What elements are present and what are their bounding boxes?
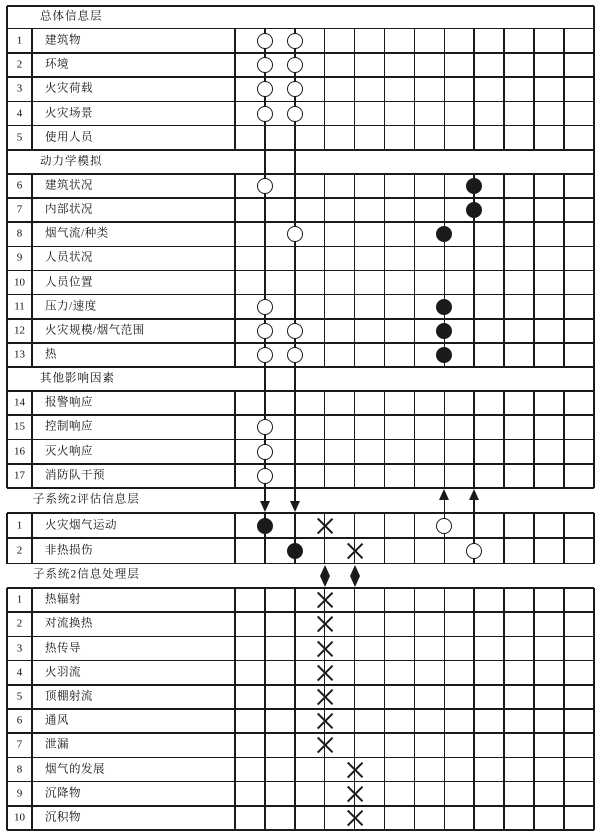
row-label: 人员状况 xyxy=(45,251,93,264)
down-arrow-icon xyxy=(320,576,330,587)
row-divider xyxy=(7,732,594,734)
filled-circle-symbol xyxy=(466,202,482,218)
row-divider xyxy=(7,660,594,662)
open-circle-symbol xyxy=(287,323,303,339)
row-number: 11 xyxy=(14,300,25,313)
row-number: 1 xyxy=(16,593,23,606)
open-circle-symbol xyxy=(436,518,452,534)
connector-line xyxy=(294,367,296,391)
down-arrow-icon xyxy=(260,501,270,512)
row-label: 控制响应 xyxy=(45,420,93,433)
open-circle-symbol xyxy=(287,347,303,363)
table-border-top xyxy=(7,512,594,514)
row-number: 9 xyxy=(16,251,23,264)
row-number: 9 xyxy=(16,787,23,800)
table-border-top xyxy=(7,5,594,7)
row-number: 6 xyxy=(16,179,23,192)
open-circle-symbol xyxy=(257,419,273,435)
row-number: 6 xyxy=(16,714,23,727)
grid-vline xyxy=(503,29,505,151)
row-number: 2 xyxy=(16,58,23,71)
row-number: 5 xyxy=(16,690,23,703)
x-mark-symbol xyxy=(316,640,333,657)
row-label: 火灾荷载 xyxy=(45,82,93,95)
row-number: 10 xyxy=(14,811,25,824)
filled-circle-symbol xyxy=(466,178,482,194)
row-number: 13 xyxy=(14,348,25,361)
filled-circle-symbol xyxy=(436,226,452,242)
connector-line xyxy=(264,150,266,174)
row-label: 人员位置 xyxy=(45,275,93,288)
filled-circle-symbol xyxy=(287,543,303,559)
down-arrow-icon xyxy=(290,501,300,512)
x-mark-symbol xyxy=(316,688,333,705)
open-circle-symbol xyxy=(287,57,303,73)
open-circle-symbol xyxy=(257,323,273,339)
open-circle-symbol xyxy=(287,81,303,97)
row-divider xyxy=(7,439,594,441)
row-divider xyxy=(7,318,594,320)
row-number: 8 xyxy=(16,763,23,775)
up-arrow-icon xyxy=(439,489,449,500)
section-divider xyxy=(7,149,594,151)
grid-vline xyxy=(384,29,386,151)
grid-vline xyxy=(473,29,475,151)
row-label: 建筑状况 xyxy=(45,179,93,192)
row-label: 使用人员 xyxy=(45,131,93,144)
table-border-top xyxy=(7,587,594,589)
row-label: 对流换热 xyxy=(45,617,93,630)
connector-line xyxy=(264,367,266,391)
section-header: 动力学模拟 xyxy=(40,155,103,168)
row-number: 1 xyxy=(16,519,23,532)
row-label: 内部状况 xyxy=(45,203,93,216)
row-divider xyxy=(7,636,594,638)
open-circle-symbol xyxy=(257,444,273,460)
row-divider xyxy=(7,463,594,465)
row-number: 14 xyxy=(14,396,25,409)
row-label: 烟气的发展 xyxy=(45,762,105,775)
row-number: 8 xyxy=(16,227,23,240)
row-divider xyxy=(7,708,594,710)
grid-vline xyxy=(414,29,416,151)
row-divider xyxy=(7,342,594,344)
filled-circle-symbol xyxy=(257,518,273,534)
x-mark-symbol xyxy=(316,664,333,681)
open-circle-symbol xyxy=(257,57,273,73)
row-label: 火羽流 xyxy=(45,665,81,678)
section-divider xyxy=(7,390,594,392)
x-mark-symbol xyxy=(346,809,363,826)
open-circle-symbol xyxy=(257,468,273,484)
open-circle-symbol xyxy=(466,543,482,559)
open-circle-symbol xyxy=(257,81,273,97)
grid-vline xyxy=(444,29,446,151)
row-label: 灭火响应 xyxy=(45,444,93,457)
row-number: 1 xyxy=(16,34,23,47)
row-divider xyxy=(7,537,594,539)
open-circle-symbol xyxy=(287,106,303,122)
row-divider xyxy=(7,76,594,78)
open-circle-symbol xyxy=(257,299,273,315)
row-divider xyxy=(7,246,594,248)
row-label: 顶棚射流 xyxy=(45,690,93,703)
row-divider xyxy=(7,52,594,54)
row-number: 17 xyxy=(14,469,25,482)
row-divider xyxy=(7,757,594,759)
row-number: 3 xyxy=(16,82,23,95)
section-divider xyxy=(7,366,594,368)
row-number: 2 xyxy=(16,544,23,557)
open-circle-symbol xyxy=(257,178,273,194)
row-label: 火灾场景 xyxy=(45,106,93,119)
row-number: 2 xyxy=(16,617,23,630)
section-divider xyxy=(7,28,594,30)
filled-circle-symbol xyxy=(436,299,452,315)
row-divider xyxy=(7,101,594,103)
row-label: 沉降物 xyxy=(45,786,81,799)
x-mark-symbol xyxy=(316,713,333,730)
row-label: 泄漏 xyxy=(45,738,69,751)
x-mark-symbol xyxy=(316,592,333,609)
open-circle-symbol xyxy=(257,347,273,363)
row-divider xyxy=(7,294,594,296)
table-border-bottom xyxy=(7,829,594,831)
section-divider xyxy=(7,173,594,175)
x-mark-symbol xyxy=(316,737,333,754)
open-circle-symbol xyxy=(287,33,303,49)
row-label: 火灾规模/烟气范围 xyxy=(45,324,145,337)
x-mark-symbol xyxy=(346,542,363,559)
row-label: 热 xyxy=(45,348,57,361)
open-circle-symbol xyxy=(287,226,303,242)
x-mark-symbol xyxy=(346,785,363,802)
row-number: 4 xyxy=(16,107,23,120)
grid-vline xyxy=(563,29,565,151)
filled-circle-symbol xyxy=(436,323,452,339)
row-divider xyxy=(7,684,594,686)
row-number: 3 xyxy=(16,642,23,654)
row-number: 7 xyxy=(16,738,23,751)
grid-vline xyxy=(533,29,535,151)
row-number: 7 xyxy=(16,203,23,216)
row-label: 通风 xyxy=(45,714,69,727)
table-border-bottom xyxy=(7,487,594,489)
down-arrow-icon xyxy=(350,576,360,587)
x-mark-symbol xyxy=(316,616,333,633)
row-number: 12 xyxy=(14,324,25,337)
x-mark-symbol xyxy=(316,517,333,534)
row-label: 环境 xyxy=(45,58,69,71)
row-label: 报警响应 xyxy=(45,396,93,409)
section-header: 其他影响因素 xyxy=(40,372,115,385)
row-label: 烟气流/种类 xyxy=(45,227,109,240)
label-column-divider xyxy=(234,29,236,151)
row-divider xyxy=(7,197,594,199)
row-number: 15 xyxy=(14,420,25,433)
row-divider xyxy=(7,125,594,127)
row-label: 建筑物 xyxy=(45,33,81,46)
row-label: 热辐射 xyxy=(45,593,81,606)
row-divider xyxy=(7,270,594,272)
row-divider xyxy=(7,414,594,416)
open-circle-symbol xyxy=(257,33,273,49)
band-label-subsystem2-evaluation: 子系统2评估信息层 xyxy=(33,493,140,506)
row-label: 消防队干预 xyxy=(45,469,105,482)
row-number: 10 xyxy=(14,276,25,289)
row-label: 压力/速度 xyxy=(45,299,97,312)
row-label: 热传导 xyxy=(45,641,81,654)
table-border-bottom xyxy=(7,563,594,565)
up-arrow-icon xyxy=(320,565,330,576)
open-circle-symbol xyxy=(257,106,273,122)
row-label: 火灾烟气运动 xyxy=(45,518,117,531)
row-divider xyxy=(7,221,594,223)
row-number: 4 xyxy=(16,666,23,679)
filled-circle-symbol xyxy=(436,347,452,363)
section-header: 总体信息层 xyxy=(40,10,103,23)
grid-vline xyxy=(354,29,356,151)
up-arrow-icon xyxy=(469,489,479,500)
row-number: 16 xyxy=(14,445,25,458)
row-divider xyxy=(7,781,594,783)
x-mark-symbol xyxy=(346,761,363,778)
band-label-subsystem2-processing: 子系统2信息处理层 xyxy=(33,568,140,581)
up-arrow-icon xyxy=(350,565,360,576)
row-divider xyxy=(7,805,594,807)
row-divider xyxy=(7,611,594,613)
row-label: 沉积物 xyxy=(45,811,81,824)
row-number: 5 xyxy=(16,131,23,144)
connector-line xyxy=(294,150,296,174)
row-label: 非热损伤 xyxy=(45,544,93,557)
grid-vline xyxy=(324,29,326,151)
